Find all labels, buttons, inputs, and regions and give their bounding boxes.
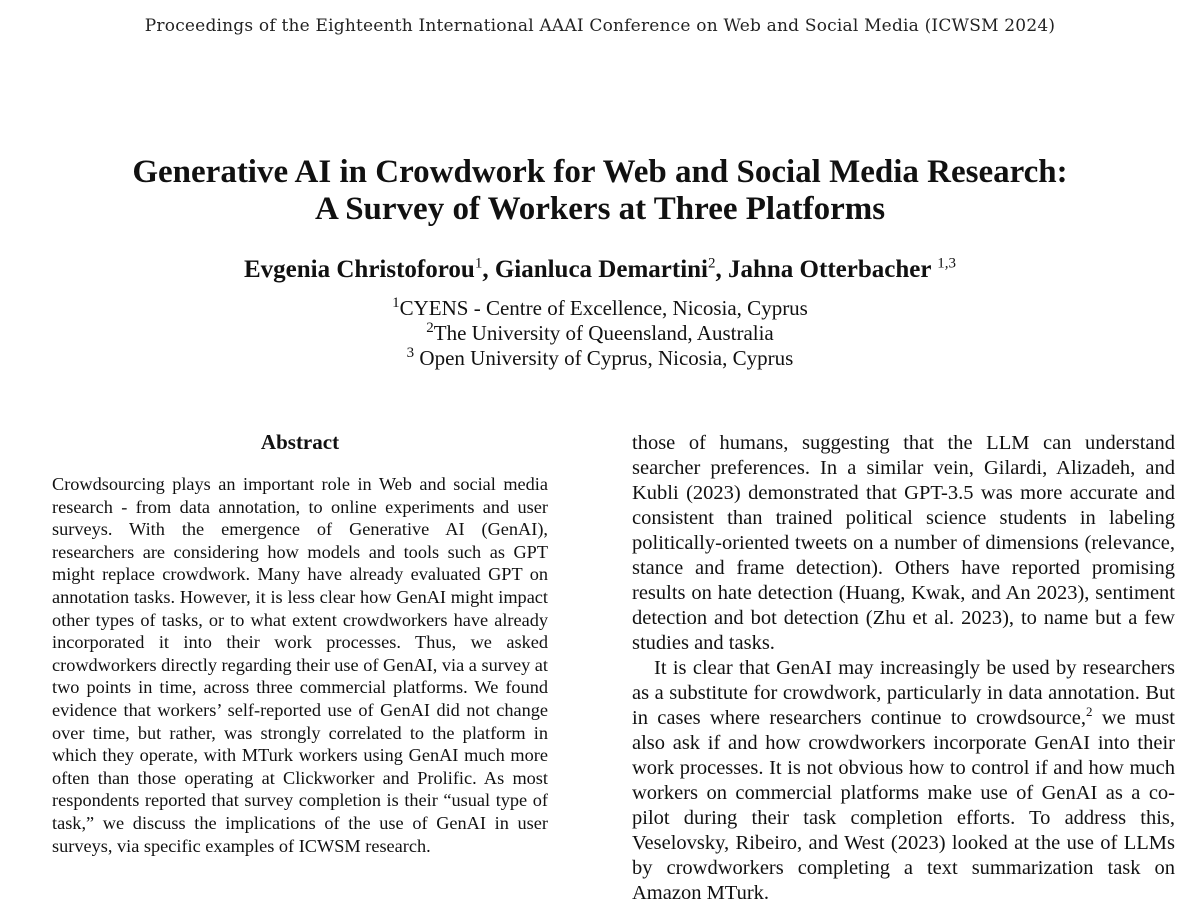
footnote-marker[interactable]: 2 bbox=[1086, 704, 1093, 720]
affiliation-text: Open University of Cyprus, Nicosia, Cyprus bbox=[414, 346, 794, 370]
author-name: Evgenia Christoforou bbox=[244, 256, 475, 283]
author-list bbox=[0, 254, 1200, 286]
paper-title bbox=[0, 154, 1200, 228]
body-column-right bbox=[632, 431, 1175, 906]
venue-header: Proceedings of the Eighteenth International AAAI Conference on Web and Social Media (ICWSM 2024) bbox=[144, 16, 1056, 36]
affiliation-mark: 3 bbox=[406, 345, 415, 361]
author-affiliation-mark: 2 bbox=[708, 255, 716, 272]
affiliation bbox=[0, 321, 1200, 346]
title-line-1: Generative AI in Crowdwork for Web and Social Media Research: bbox=[132, 154, 1068, 190]
author-affiliation-mark: 1,3 bbox=[937, 255, 956, 272]
abstract-heading: Abstract bbox=[260, 430, 340, 454]
body-text: we must also ask if and how crowdworkers incorporate GenAI into their work processes. It is not obvious how to control if and how much workers on commercial platforms make use of GenAI as a co-pilot during their task completion efforts. To address this, Veselovsky, Ribeiro, and West (2023) looked at the use of LLMs by crowdworkers completing a text summarization task on Amazon MTurk. bbox=[632, 707, 1175, 904]
affiliation-text: CYENS - Centre of Excellence, Nicosia, Cyprus bbox=[399, 296, 808, 320]
affiliation-list bbox=[0, 296, 1200, 371]
affiliation bbox=[0, 346, 1200, 371]
author-separator: , bbox=[715, 256, 728, 283]
author-name: Gianluca Demartini bbox=[494, 256, 708, 283]
author-name: Jahna Otterbacher bbox=[728, 256, 938, 283]
affiliation-mark: 2 bbox=[426, 320, 434, 336]
body-text: It is clear that GenAI may increasingly be used by researchers as a substitute for crowdwork, particularly in data annotation. But in cases where researchers continue to crowdsource, bbox=[632, 657, 1175, 729]
body-paragraph bbox=[632, 656, 1175, 906]
abstract-body: Crowdsourcing plays an important role in Web and social media research - from data annotation, to online experiments and user surveys. With the emergence of Generative AI (GenAI), researchers are considering how models and tools such as GPT might replace crowdwork. Many have already evaluated GPT on annotation tasks. However, it is less clear how GenAI might impact other types of tasks, or to what extent crowdworkers have already incorporated it into their work processes. Thus, we asked crowdworkers directly regarding their use of GenAI, via a survey at two points in time, across three commercial platforms. We found evidence that workers’ self-reported use of GenAI did not change over time, but rather, was strongly correlated to the platform in which they operate, with MTurk workers using GenAI much more often than those operating at Clickworker and Prolific. As most respondents reported that survey completion is their “usual type of task,” we discuss the implications of the use of GenAI in user surveys, via specific examples of ICWSM research. bbox=[52, 474, 548, 856]
affiliation bbox=[0, 296, 1200, 321]
affiliation-text: The University of Queensland, Australia bbox=[433, 321, 774, 345]
title-line-2: A Survey of Workers at Three Platforms bbox=[314, 191, 886, 227]
body-paragraph: those of humans, suggesting that the LLM can understand searcher preferences. In a similar vein, Gilardi, Alizadeh, and Kubli (2023) demonstrated that GPT-3.5 was more accurate and consistent than trained political science students in labeling politically-oriented tweets on a number of dimensions (relevance, stance and frame detection). Others have reported promising results on hate detection (Huang, Kwak, and An 2023), sentiment detection and bot detection (Zhu et al. 2023), to name but a few studies and tasks. bbox=[632, 432, 1175, 654]
affiliation-mark: 1 bbox=[392, 295, 400, 311]
author-separator: , bbox=[482, 256, 495, 283]
author-affiliation-mark: 1 bbox=[474, 255, 483, 272]
